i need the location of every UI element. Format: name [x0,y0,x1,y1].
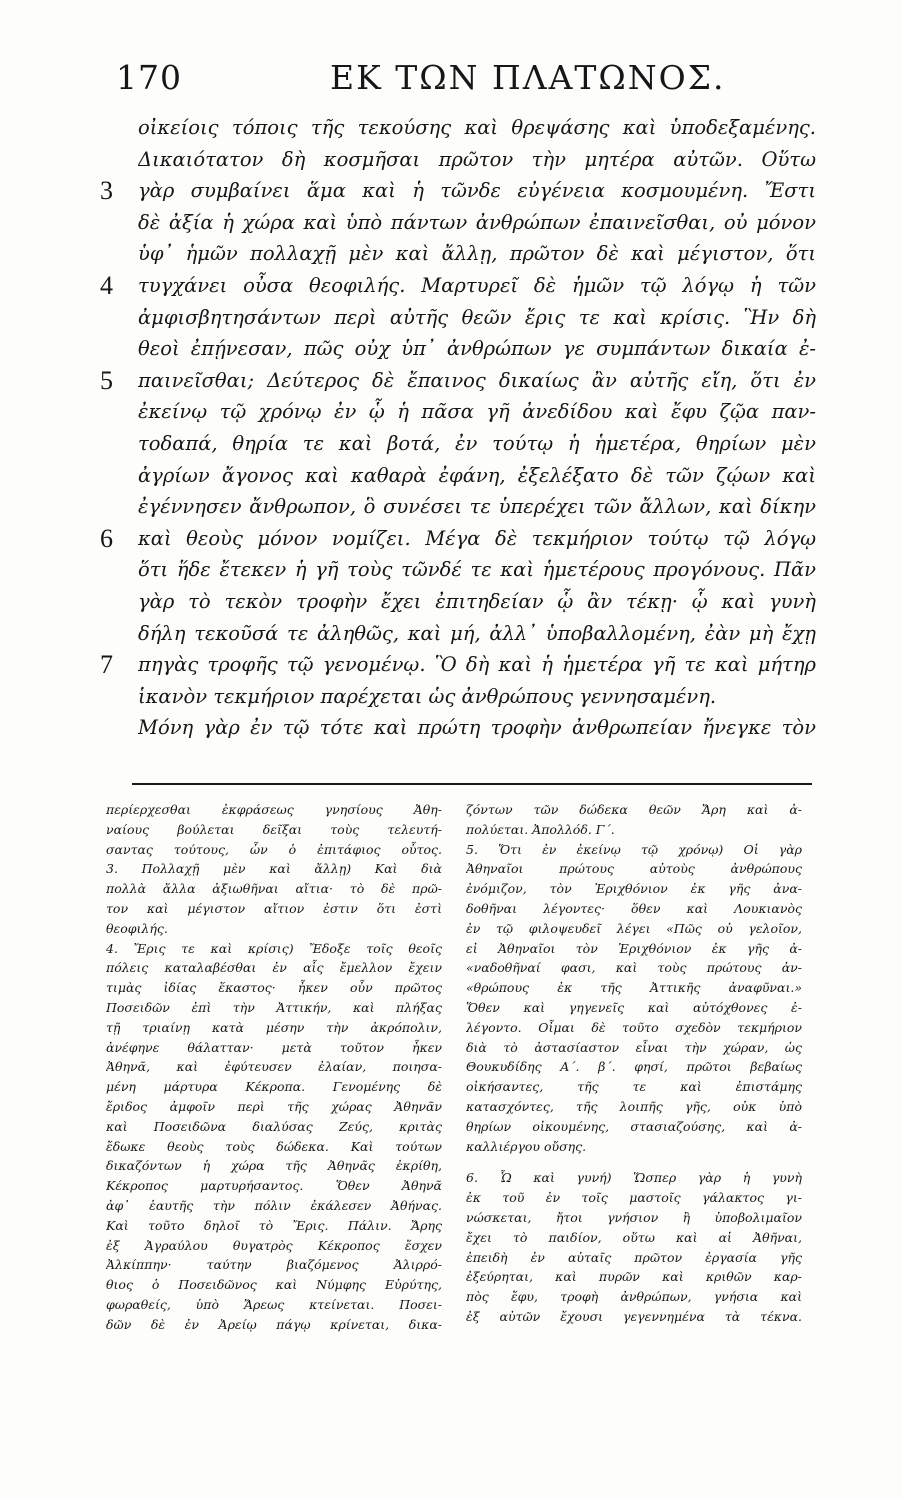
footnotes-right-column [466,800,802,1327]
main-text-line [100,207,816,239]
footnote-line: θεοφιλής. [106,920,168,936]
footnote-line: θηρίων οἰκουμένης, στασιαζούσης, καὶ ἀ- [466,1118,802,1134]
footnote-line: Θουκυδίδης Α΄. β΄. φησί, πρῶτοι βεβαίως [466,1059,802,1075]
footnote-line: τιμὰς ἰδίας ἕκαστος· ἦκεν οὖν πρῶτος [106,980,442,996]
footnote-line: δοθῆναι λέγοντες· ὅθεν καὶ Λουκιανὸς [466,900,802,916]
line-text: ἐγέννησεν ἄνθρωπον, ὃ συνέσει τε ὑπερέχει τῶν ἄλλων, καὶ δίκην [138,495,816,519]
line-text: δήλη τεκοῦσά τε ἀληθῶς, καὶ μή, ἀλλ᾽ ὑποβαλλομένη, ἐὰν μὴ ἔχῃ [138,621,816,645]
footnote-line: Ἀθηνᾶ, καὶ ἐφύτευσεν ἐλαίαν, ποιησα- [106,1059,442,1075]
main-text-line [100,333,816,365]
running-head: ΕΚ ΤΩΝ ΠΛΑΤΩΝΟΣ. [330,58,726,97]
footnote-line: τῇ τριαίνῃ κατὰ μέσην τὴν ἀκρόπολιν, [106,1019,442,1035]
footnote-line: μένη μάρτυρα Κέκροπα. Γενομένης δὲ [106,1079,442,1095]
line-text: γὰρ συμβαίνει ἅμα καὶ ἡ τῶνδε εὐγένεια κοσμουμένη. Ἔστι [138,179,816,203]
footnote-line: ἐξ αὐτῶν ἔχουσι γεγεννημένα τὰ τέκνα. [466,1308,802,1324]
footnote-line: Ὅθεν καὶ γηγενεῖς καὶ αὐτόχθονες ἐ- [466,999,802,1015]
footnote-line: σαντας τούτους, ὧν ὁ ἐπιτάφιος οὗτος. [106,841,442,857]
section-number: 4 [100,270,113,300]
main-text-line [100,302,816,334]
footnote-line: 5. Ὅτι ἐν ἐκείνῳ τῷ χρόνῳ) Οἱ γὰρ [466,841,802,857]
section-number: 7 [100,650,113,680]
section-number: 5 [100,365,113,395]
footnote-line: ἐν τῷ φιλοψευδεῖ λέγει «Πῶς οὐ γελοῖον, [466,920,802,936]
note-gap [466,1156,802,1168]
footnote-line: εἰ Ἀθηναῖοι τὸν Ἐριχθόνιον ἐκ γῆς ἀ- [466,940,802,956]
footnote-line: πολλὰ ἄλλα ἀξιωθῆναι αἴτια· τὸ δὲ πρῶ- [106,881,442,897]
main-text-line [100,144,816,176]
footnote-line: καὶ Ποσειδῶνα διαλύσας Ζεύς, κριτὰς [106,1118,442,1134]
footnote-line: πόλεις καταλαβέσθαι ἐν αἷς ἔμελλον ἔχειν [106,960,442,976]
footnote-line: θιος ὁ Ποσειδῶνος καὶ Νύμφης Εὐρύτης, [106,1277,442,1293]
footnote-line: δικαζόντων ἡ χώρα τῆς Ἀθηνᾶς ἐκρίθη, [106,1158,442,1174]
page-number: 170 [116,58,182,97]
footnote-line: ἔδωκε θεοὺς τοὺς δώδεκα. Καὶ τούτων [106,1138,442,1154]
line-text: Δικαιότατον δὴ κοσμῆσαι πρῶτον τὴν μητέρα αὐτῶν. Οὕτω [138,147,816,171]
footnote-line: 4. Ἔρις τε καὶ κρίσις) Ἔδοξε τοῖς θεοῖς [106,940,442,956]
footnote-rule [132,783,812,785]
footnote-line: πολύεται. Ἀπολλόδ. Γ΄. [466,821,615,837]
line-text: γὰρ τὸ τεκὸν τροφὴν ἔχει ἐπιτηδείαν ᾧ ἂν τέκῃ· ᾧ καὶ γυνὴ [138,589,816,613]
footnote-line: δῶν δὲ ἐν Ἀρείῳ πάγῳ κρίνεται, δικα- [106,1316,442,1332]
main-text-line [100,428,816,460]
footnote-line: νώσκεται, ἤτοι γνήσιον ἢ ὑποβολιμαῖον [466,1209,802,1225]
footnote-line: ἐπειδὴ ἐν αὐταῖς πρῶτον ἐργασία γῆς [466,1249,802,1265]
footnote-line: Ἀλκίππην· ταύτην βιαζόμενος Ἀλιρρό- [106,1257,442,1273]
footnote-line: Κέκροπος μαρτυρήσαντος. Ὅθεν Ἀθηνᾶ [106,1178,442,1194]
footnote-line: περίερχεσθαι ἐκφράσεως γνησίους Ἀθη- [106,802,442,817]
footnote-line: πὸς ἔφυ, τροφὴ ἀνθρώπων, γνήσια καὶ [466,1289,802,1305]
footnote-line: καλλιέργου οὔσης. [466,1138,587,1154]
footnote-line: ἐξ Ἀγραύλου θυγατρὸς Κέκροπος ἔσχεν [106,1237,442,1253]
footnote-line: διὰ τὸ ἀστασίαστον εἶναι τὴν χώραν, ὡς [466,1039,802,1055]
main-text-block [100,112,816,744]
main-text-line [100,712,816,744]
footnote-line: Ποσειδῶν ἐπὶ τὴν Ἀττικήν, καὶ πλήξας [106,999,442,1015]
footnote-line: 6. Ὧ καὶ γυνή) Ὥσπερ γὰρ ἡ γυνὴ [466,1170,802,1186]
footnote-line: ἔχει τὸ παιδίον, οὕτω καὶ αἱ Ἀθῆναι, [466,1229,802,1245]
line-text: πηγὰς τροφῆς τῷ γενομένῳ. Ὃ δὴ καὶ ἡ ἡμετέρα γῆ τε καὶ μήτηρ [138,653,816,677]
footnote-line: ἐκ τοῦ ἐν τοῖς μαστοῖς γάλακτος γι- [466,1190,802,1206]
main-text-line [100,270,816,302]
line-text: τοδαπά, θηρία τε καὶ βοτά, ἐν τούτῳ ἡ ἡμετέρα, θηρίων μὲν [138,431,816,455]
line-text: ὅτι ἥδε ἔτεκεν ἡ γῆ τοὺς τῶνδέ τε καὶ ἡμετέρους προγόνους. Πᾶν [138,558,816,582]
main-text-line [100,396,816,428]
section-number: 3 [100,176,113,206]
footnote-line: οἰκήσαντες, τῆς τε καὶ ἐπιστάμης [466,1079,802,1095]
main-text-line [100,523,816,555]
line-text: ὑφ᾽ ἡμῶν πολλαχῇ μὲν καὶ ἄλλῃ, πρῶτον δὲ καὶ μέγιστον, ὅτι [138,242,816,266]
section-number: 6 [100,523,113,553]
line-text: τυγχάνει οὖσα θεοφιλής. Μαρτυρεῖ δὲ ἡμῶν τῷ λόγῳ ἡ τῶν [138,273,816,297]
main-text-line [100,112,816,144]
footnote-line: κατασχόντες, τῆς λοιπῆς γῆς, οὐκ ὑπὸ [466,1098,802,1114]
footnote-line: ἔριδος ἀμφοῖν περὶ τῆς χώρας Ἀθηνᾶν [106,1098,442,1114]
footnote-line: ἀνέφηνε θάλατταν· μετὰ τοῦτον ἧκεν [106,1039,442,1055]
footnote-line: Καὶ τοῦτο δηλοῖ τὸ Ἔρις. Πάλιν. Ἄρης [106,1217,442,1233]
line-text: παινεῖσθαι; Δεύτερος δὲ ἔπαινος δικαίως ἂν αὐτῆς εἴη, ὅτι ἐν [138,368,816,392]
line-text: ἐκείνῳ τῷ χρόνῳ ἐν ᾧ ἡ πᾶσα γῆ ἀνεδίδου καὶ ἔφυ ζῷα παν- [138,400,816,424]
main-text-line [100,649,816,681]
line-text: ἀγρίων ἄγονος καὶ καθαρὰ ἐφάνη, ἐξελέξατο δὲ τῶν ζῴων καὶ [138,463,816,487]
footnote-line: ζόντων τῶν δώδεκα θεῶν Ἄρη καὶ ἀ- [466,802,802,817]
main-text-line [100,586,816,618]
main-text-line [100,460,816,492]
footnote-line: ἐξεύρηται, καὶ πυρῶν καὶ κριθῶν καρ- [466,1269,802,1285]
footnote-line: φωραθείς, ὑπὸ Ἄρεως κτείνεται. Ποσει- [106,1296,442,1312]
footnote-line: λέγοντο. Οἶμαι δὲ τοῦτο σχεδὸν τεκμήριον [466,1019,802,1035]
footnote-line: «θρώπους ἐκ τῆς Ἀττικῆς ἀναφῦναι.» [466,980,802,996]
main-text-line [100,681,816,713]
footnote-line: ναίους βούλεται δεῖξαι τοὺς τελευτή- [106,821,442,837]
main-text-line [100,238,816,270]
line-text: ἀμφισβητησάντων περὶ αὐτῆς θεῶν ἔρις τε καὶ κρίσις. Ἣν δὴ [138,305,816,329]
footnote-line: τον καὶ μέγιστον αἴτιον ἐστιν ὅτι ἐστὶ [106,900,442,916]
footnote-line: ἐνόμιζον, τὸν Ἐριχθόνιον ἐκ γῆς ἀνα- [466,881,802,897]
line-text: Μόνη γὰρ ἐν τῷ τότε καὶ πρώτη τροφὴν ἀνθρωπείαν ἤνεγκε τὸν [138,716,816,740]
main-text-line [100,618,816,650]
footnote-line: Ἀθηναῖοι πρώτους αὐτοὺς ἀνθρώπους [466,861,802,877]
main-text-line [100,175,816,207]
line-text: καὶ θεοὺς μόνον νομίζει. Μέγα δὲ τεκμήριον τούτῳ τῷ λόγῳ [138,526,816,550]
main-text-line [100,554,816,586]
main-text-line [100,491,816,523]
line-text: δὲ ἀξία ἡ χώρα καὶ ὑπὸ πάντων ἀνθρώπων ἐπαινεῖσθαι, οὐ μόνον [138,210,816,234]
footnote-line: ἀφ᾽ ἑαυτῆς τὴν πόλιν ἐκάλεσεν Ἀθήνας. [106,1197,442,1213]
footnotes-left-column [106,800,442,1335]
footnote-line: 3. Πολλαχῇ μὲν καὶ ἄλλῃ) Καὶ διὰ [106,861,442,877]
main-text-line [100,365,816,397]
line-text: θεοὶ ἐπῄνεσαν, πῶς οὐχ ὑπ᾽ ἀνθρώπων γε συμπάντων δικαία ἐ- [138,337,816,361]
line-text: ἱκανὸν τεκμήριον παρέχεται ὡς ἀνθρώπους γεννησαμένη. [138,684,717,708]
line-text: οἰκείοις τόποις τῆς τεκούσης καὶ θρεψάσης καὶ ὑποδεξαμένης. [138,116,816,139]
footnote-line: «ναδοθῆναί φασι, καὶ τοὺς πρώτους ἀν- [466,960,802,976]
